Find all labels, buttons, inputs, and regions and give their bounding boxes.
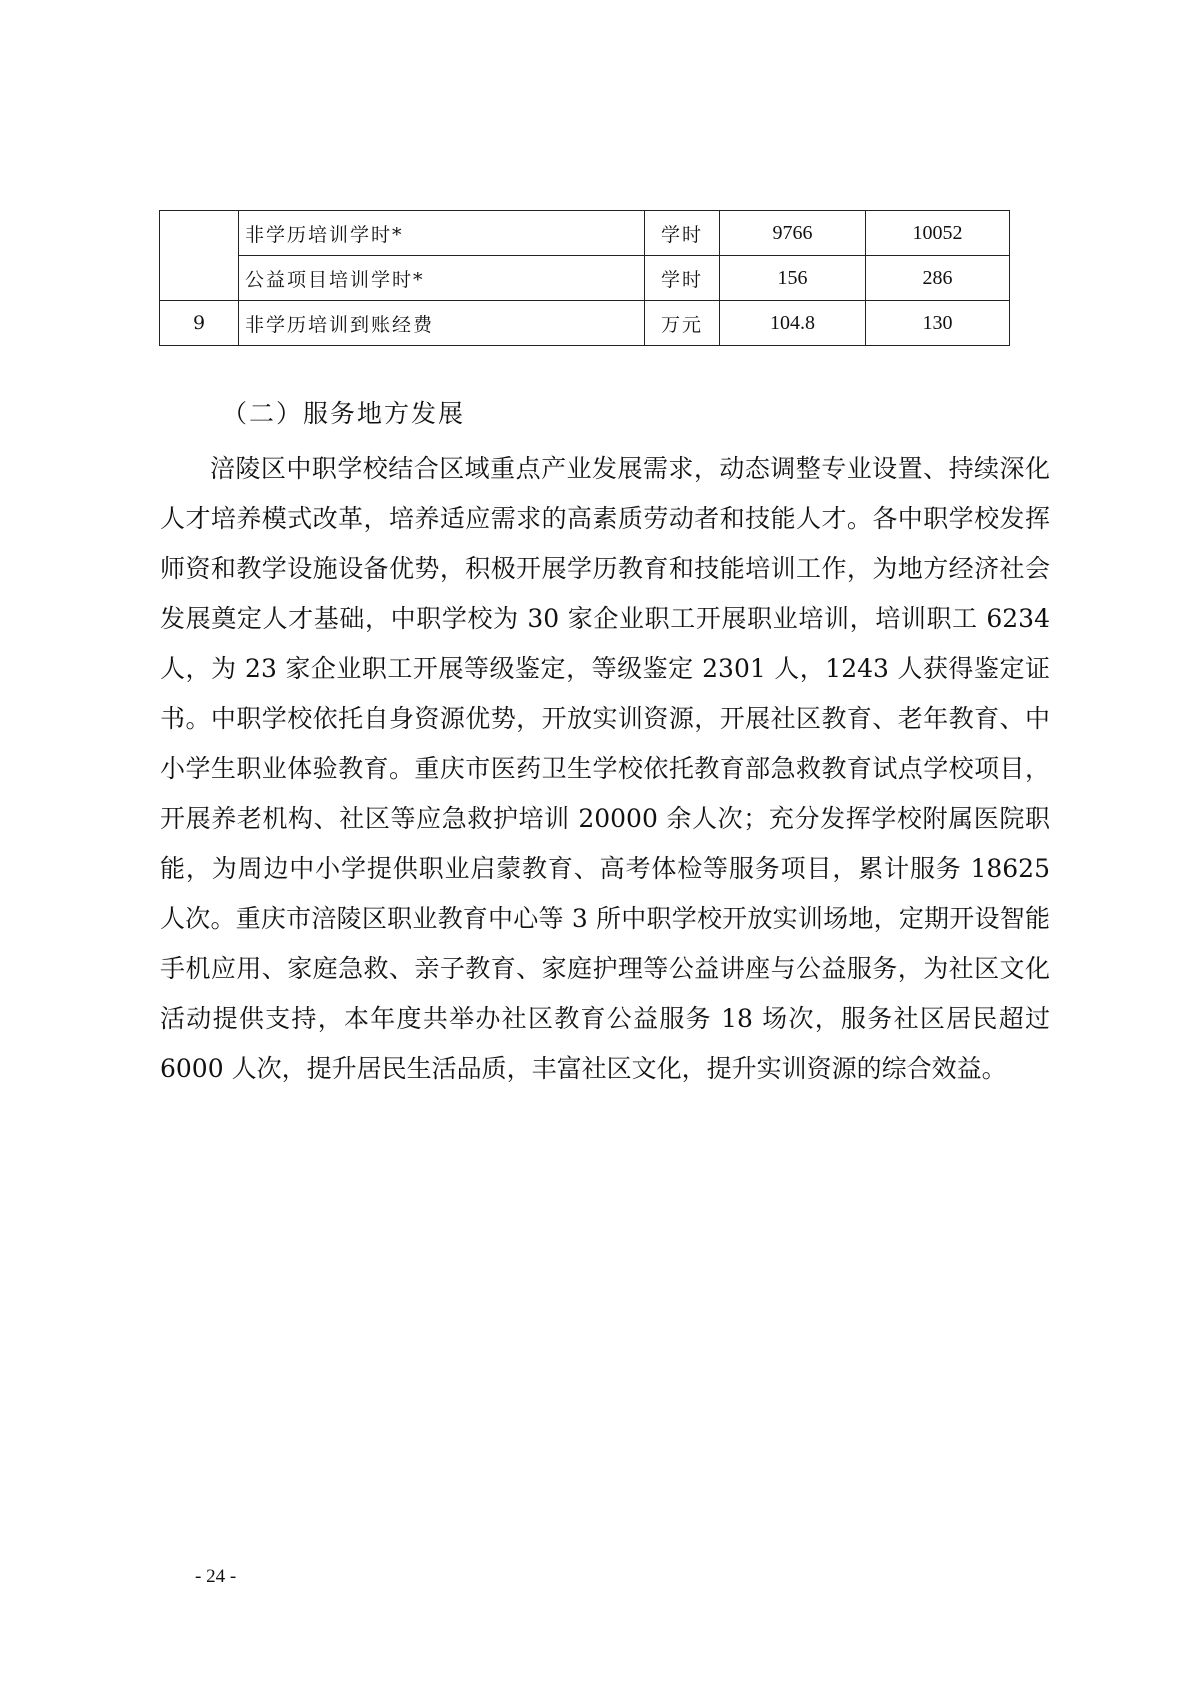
section-heading: （二）服务地方发展 <box>222 399 466 428</box>
table-cell-value-2: 10052 <box>866 211 1010 256</box>
table-cell-unit: 万元 <box>645 301 720 346</box>
table-cell-no <box>160 211 239 301</box>
table-cell-unit: 学时 <box>645 256 720 301</box>
table-row <box>160 256 1010 301</box>
table-cell-value-2: 130 <box>866 301 1010 346</box>
table-row <box>160 211 1010 256</box>
table-cell-value-1: 156 <box>720 256 866 301</box>
table-cell-item: 非学历培训学时* <box>239 211 645 256</box>
table-cell-no: 9 <box>160 301 239 346</box>
table-cell-value-1: 9766 <box>720 211 866 256</box>
table-cell-value-1: 104.8 <box>720 301 866 346</box>
table-row <box>160 301 1010 346</box>
page-number: - 24 - <box>195 1566 237 1587</box>
body-paragraph: 涪陵区中职学校结合区域重点产业发展需求，动态调整专业设置、持续深化人才培养模式改革，培养适应需求的高素质劳动者和技能人才。各中职学校发挥师资和教学设施设备优势，积极开展学历教育和技能培训工作，为地方经济社会发展奠定人才基础，中职学校为 30 家企业职工开展职业培训，培训职工 6234 人，为 23 家企业职工开展等级鉴定，等级鉴定 2301 人，1243 人获得鉴定证书。中职学校依托自身资源优势，开放实训资源，开展社区教育、老年教育、中小学生职业体验教育。重庆市医药卫生学校依托教育部急救教育试点学校项目，开展养老机构、社区等应急救护培训 20000 余人次；充分发挥学校附属医院职能，为周边中小学提供职业启蒙教育、高考体检等服务项目，累计服务 18625 人次。重庆市涪陵区职业教育中心等 3 所中职学校开放实训场地，定期开设智能手机应用、家庭急救、亲子教育、家庭护理等公益讲座与公益服务，为社区文化活动提供支持，本年度共举办社区教育公益服务 18 场次，服务社区居民超过 6000 人次，提升居民生活品质，丰富社区文化，提升实训资源的综合效益。 <box>160 454 1050 1083</box>
training-stats-table <box>159 210 1010 346</box>
table-cell-item: 公益项目培训学时* <box>239 256 645 301</box>
table-cell-value-2: 286 <box>866 256 1010 301</box>
table-cell-item: 非学历培训到账经费 <box>239 301 645 346</box>
table-cell-unit: 学时 <box>645 211 720 256</box>
